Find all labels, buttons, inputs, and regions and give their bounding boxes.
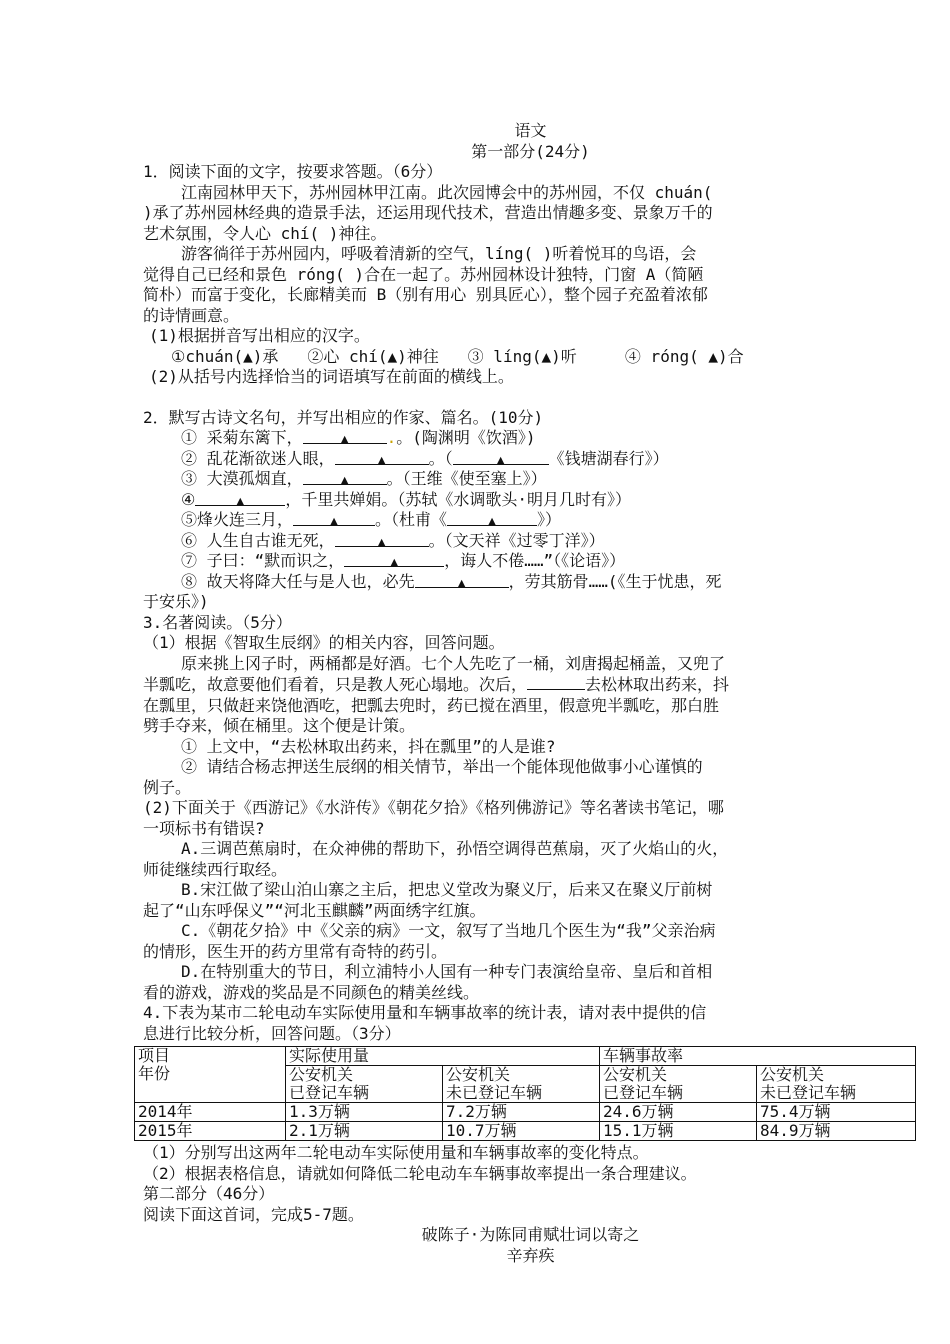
part2-header: 第二部分（46分） [143,1184,275,1203]
poem-author: 辛弃疾 [506,1245,555,1265]
table-subheader: 公安机关 未已登记车辆 [757,1066,916,1103]
pinyin-item: ④ róng( ▲)合 [624,346,744,366]
q3-passage: 原来挑上冈子时，两桶都是好酒。七个人先吃了一桶，刘唐揭起桶盖，又兜了 [181,653,726,673]
q2-line: ② 乱花渐欲迷人眼， ▲ 。（ ▲ 《钱塘湖春行》） [181,448,669,468]
option-a: 师徒继续西行取经。 [143,859,288,879]
table-cell: 15.1万辆 [600,1122,757,1141]
q1-text: 游客徜徉于苏州园内，呼吸着清新的空气，líng( )听着悦耳的鸟语，会 [181,244,697,263]
q3-sub1: （1）根据《智取生辰纲》的相关内容，回答问题。 [143,633,505,652]
q4-sub1: （1）分别写出这两年二轮电动车实际使用量和车辆事故率的变化特点。 [143,1143,649,1162]
answer-blank[interactable]: ▲ [303,469,387,485]
table-cell: 75.4万辆 [757,1103,916,1122]
q3-passage: 劈手夺来，倾在桶里。这个便是计策。 [143,716,416,735]
option-c: 的情形，医生开的药方里常有奇特的药引。 [143,941,448,961]
q3-question: 例子。 [143,777,192,797]
answer-blank[interactable] [527,674,585,690]
q1-text: 的诗情画意。 [143,305,240,325]
table-subheader: 公安机关 已登记车辆 [600,1066,757,1103]
q2-line: ⑤烽火连三月， ▲ 。（杜甫《 ▲ 》） [181,510,562,529]
table-cell: 2014年 [135,1103,286,1122]
exam-page [138,121,918,1266]
answer-blank[interactable]: ▲ [195,490,285,506]
table-corner-cell: 项目 年份 [135,1047,286,1103]
pinyin-item: ①chuán(▲)承 [171,346,279,366]
q2-line: ① 采菊东篱下， ▲ .。(陶渊明《饮酒》) [181,428,536,447]
q2-line: 于安乐》) [143,592,209,611]
statistics-table [134,1046,916,1141]
table-cell: 10.7万辆 [443,1122,600,1141]
q1-text: )承了苏州园林经典的造景手法，还运用现代技术，营造出情趣多变、景象万千的 [143,203,713,222]
answer-blank[interactable]: ▲ [415,572,509,588]
q3-question: ① 上文中，“去松林取出药来，抖在瓢里”的人是谁? [181,736,556,756]
table-row [135,1122,916,1141]
q2-line: ⑧ 故天将降大任与是人也，必先 ▲ ，劳其筋骨……(《生于忧患，死 [181,571,722,591]
q1-sub1: (1)根据拼音写出相应的汉字。 [149,326,370,345]
pinyin-item: ③ líng(▲)听 [467,346,577,366]
part1-header: 第一部分(24分) [471,141,590,161]
q1-head: 1．阅读下面的文字，按要求答题。（6分） [143,162,443,181]
option-d: 看的游戏，游戏的奖品是不同颜色的精美丝线。 [143,982,480,1002]
table-subheader: 公安机关 未已登记车辆 [443,1066,600,1103]
table-cell: 84.9万辆 [757,1122,916,1141]
q4-head: 息进行比较分析，回答问题。（3分） [143,1023,401,1043]
q4-sub2: （2）根据表格信息，请就如何降低二轮电动车车辆事故率提出一条合理建议。 [143,1163,697,1183]
answer-blank[interactable]: ▲ [293,510,375,526]
option-b: B.宋江做了梁山泊山寨之主后，把忠义堂改为聚义厅，后来又在聚义厅前树 [181,880,713,899]
table-row [135,1103,916,1122]
q3-question: ② 请结合杨志押送生辰纲的相关情节，举出一个能体现他做事小心谨慎的 [181,757,703,776]
q1-sub2: (2)从括号内选择恰当的词语填写在前面的横线上。 [149,367,514,386]
table-cell: 2015年 [135,1122,286,1141]
table-group-header: 车辆事故率 [600,1047,916,1066]
q2-line: ④ ▲ ，千里共婵娟。（苏轼《水调歌头·明月几时有》） [181,489,631,509]
q2-line: ③ 大漠孤烟直， ▲ 。（王维《使至塞上》） [181,469,547,488]
table-cell: 24.6万辆 [600,1103,757,1122]
q3-sub2: 一项标书有错误? [143,818,265,838]
q4-head: 4.下表为某市二轮电动车实际使用量和车辆事故率的统计表，请对表中提供的信 [143,1003,707,1022]
option-b: 起了“山东呼保义”“河北玉麒麟”两面绣字红旗。 [143,900,486,920]
q2-line: ⑥ 人生自古谁无死， ▲ 。（文天祥《过零丁洋》） [181,530,605,550]
answer-blank[interactable]: ▲ [447,510,537,526]
option-d: D.在特别重大的节日，利立浦特小人国有一种专门表演给皇帝、皇后和首相 [181,962,713,981]
answer-blank[interactable]: ▲ [303,428,387,444]
option-a: A.三调芭蕉扇时，在众神佛的帮助下，孙悟空调得芭蕉扇，灭了火焰山的火， [181,839,729,858]
pinyin-item: ②心 chí(▲)神往 [307,346,439,366]
q1-text: 艺术氛围，令人心 chí( )神往。 [143,223,387,243]
q1-sub1-items [143,347,918,368]
answer-blank[interactable]: ▲ [453,449,549,465]
table-group-header: 实际使用量 [286,1047,600,1066]
answer-blank[interactable]: ▲ [335,449,429,465]
answer-blank[interactable]: ▲ [335,531,429,547]
q2-head: 2．默写古诗文名句，并写出相应的作家、篇名。(10分) [143,407,544,427]
table-header-row [135,1047,916,1066]
part2-intro: 阅读下面这首词，完成5-7题。 [143,1204,364,1224]
table-subheader: 公安机关 已登记车辆 [286,1066,443,1103]
q3-sub2: (2)下面关于《西游记》《水浒传》《朝花夕拾》《格列佛游记》等名著读书笔记，哪 [143,798,724,817]
q1-text: 简朴）而富于变化，长廊精美而 B（别有用心 别具匠心），整个园子充盈着浓郁 [143,285,708,304]
table-cell: 1.3万辆 [286,1103,443,1122]
q1-text: 江南园林甲天下，苏州园林甲江南。此次园博会中的苏州园，不仅 chuán( [181,182,713,202]
doc-title: 语文 [514,121,547,140]
q3-passage: 在瓢里，只做赶来饶他酒吃，把瓢去兜时，药已搅在酒里，假意兜半瓢吃，那白胜 [143,695,720,715]
q3-head: 3.名著阅读。（5分） [143,612,292,632]
table-cell: 7.2万辆 [443,1103,600,1122]
option-c: C.《朝花夕拾》中《父亲的病》一文，叙写了当地几个医生为“我”父亲治病 [181,921,716,940]
answer-blank[interactable]: ▲ [344,551,444,567]
table-cell: 2.1万辆 [286,1122,443,1141]
q3-passage: 半瓢吃，故意要他们看着，只是教人死心塌地。次后， 去松林取出药来，抖 [143,675,730,694]
q1-text: 觉得自己已经和景色 róng( )合在一起了。苏州园林设计独特，门窗 A（简陋 [143,264,704,284]
poem-title: 破陈子·为陈同甫赋壮词以寄之 [421,1225,640,1244]
q2-line: ⑦ 子曰：“默而识之， ▲ ，诲人不倦……”（《论语》） [181,551,626,570]
